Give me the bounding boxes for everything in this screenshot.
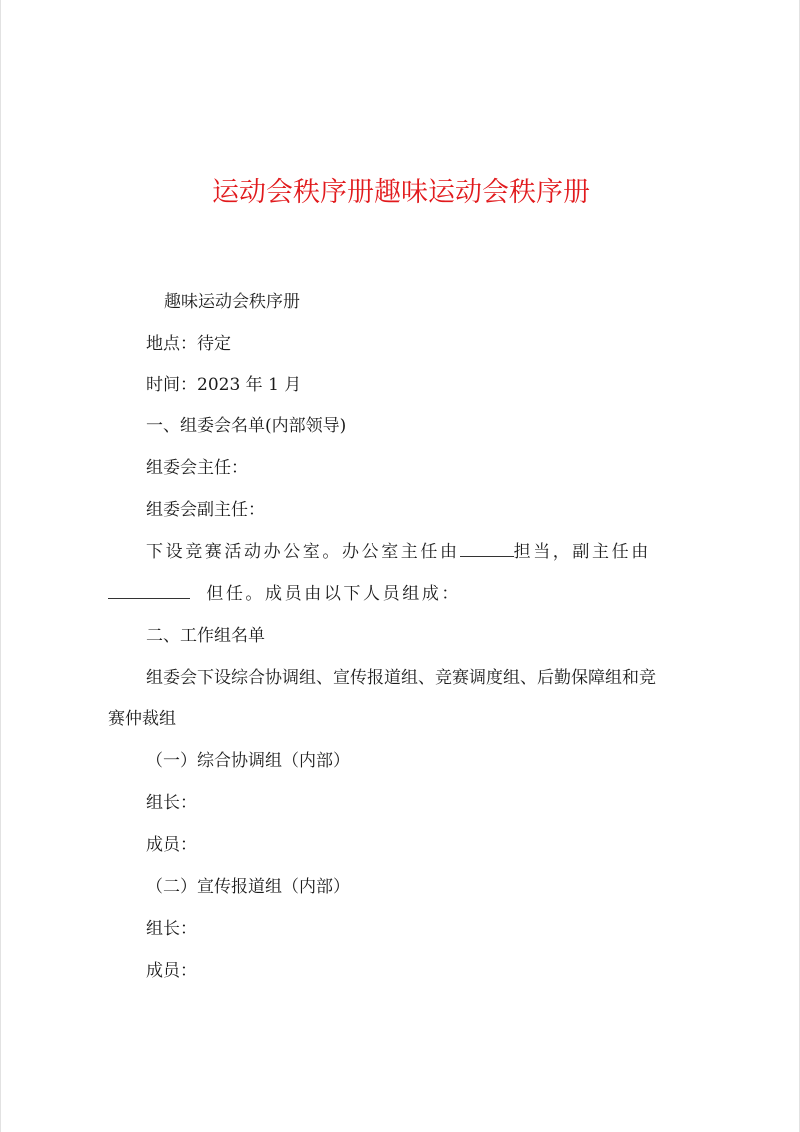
office-text-a: 下设竞赛活动办公室。办公室主任由 <box>146 542 460 562</box>
document-title: 运动会秩序册趣味运动会秩序册 <box>212 177 590 208</box>
group1-heading: （一）综合协调组（内部） <box>146 751 350 771</box>
group1-members: 成员： <box>146 835 197 855</box>
office-text-b: 担当，副主任由 <box>513 542 651 562</box>
groups-intro-line2: 赛仲裁组 <box>108 709 176 729</box>
section2-heading: 二、工作组名单 <box>146 626 265 646</box>
group1-leader: 组长： <box>146 793 197 813</box>
group2-heading: （二）宣传报道组（内部） <box>146 877 350 897</box>
group2-leader: 组长： <box>146 919 197 939</box>
location-line: 地点：待定 <box>146 334 231 354</box>
deputy-director-line: 组委会副主任： <box>146 500 265 520</box>
director-line: 组委会主任： <box>146 458 248 478</box>
blank-underline <box>460 540 514 557</box>
group2-members: 成员： <box>146 961 197 981</box>
blank-underline <box>108 582 190 599</box>
section1-heading: 一、组委会名单(内部领导) <box>146 416 347 436</box>
groups-intro-line1: 组委会下设综合协调组、宣传报道组、竞赛调度组、后勤保障组和竞 <box>146 668 656 688</box>
office-paragraph-line2 <box>108 582 461 606</box>
office-text-c: 但任。成员由以下人员组成： <box>206 584 462 604</box>
office-paragraph-line1 <box>146 540 651 564</box>
time-line: 时间：2023 年 1 月 <box>146 375 302 395</box>
subtitle: 趣味运动会秩序册 <box>164 292 300 312</box>
